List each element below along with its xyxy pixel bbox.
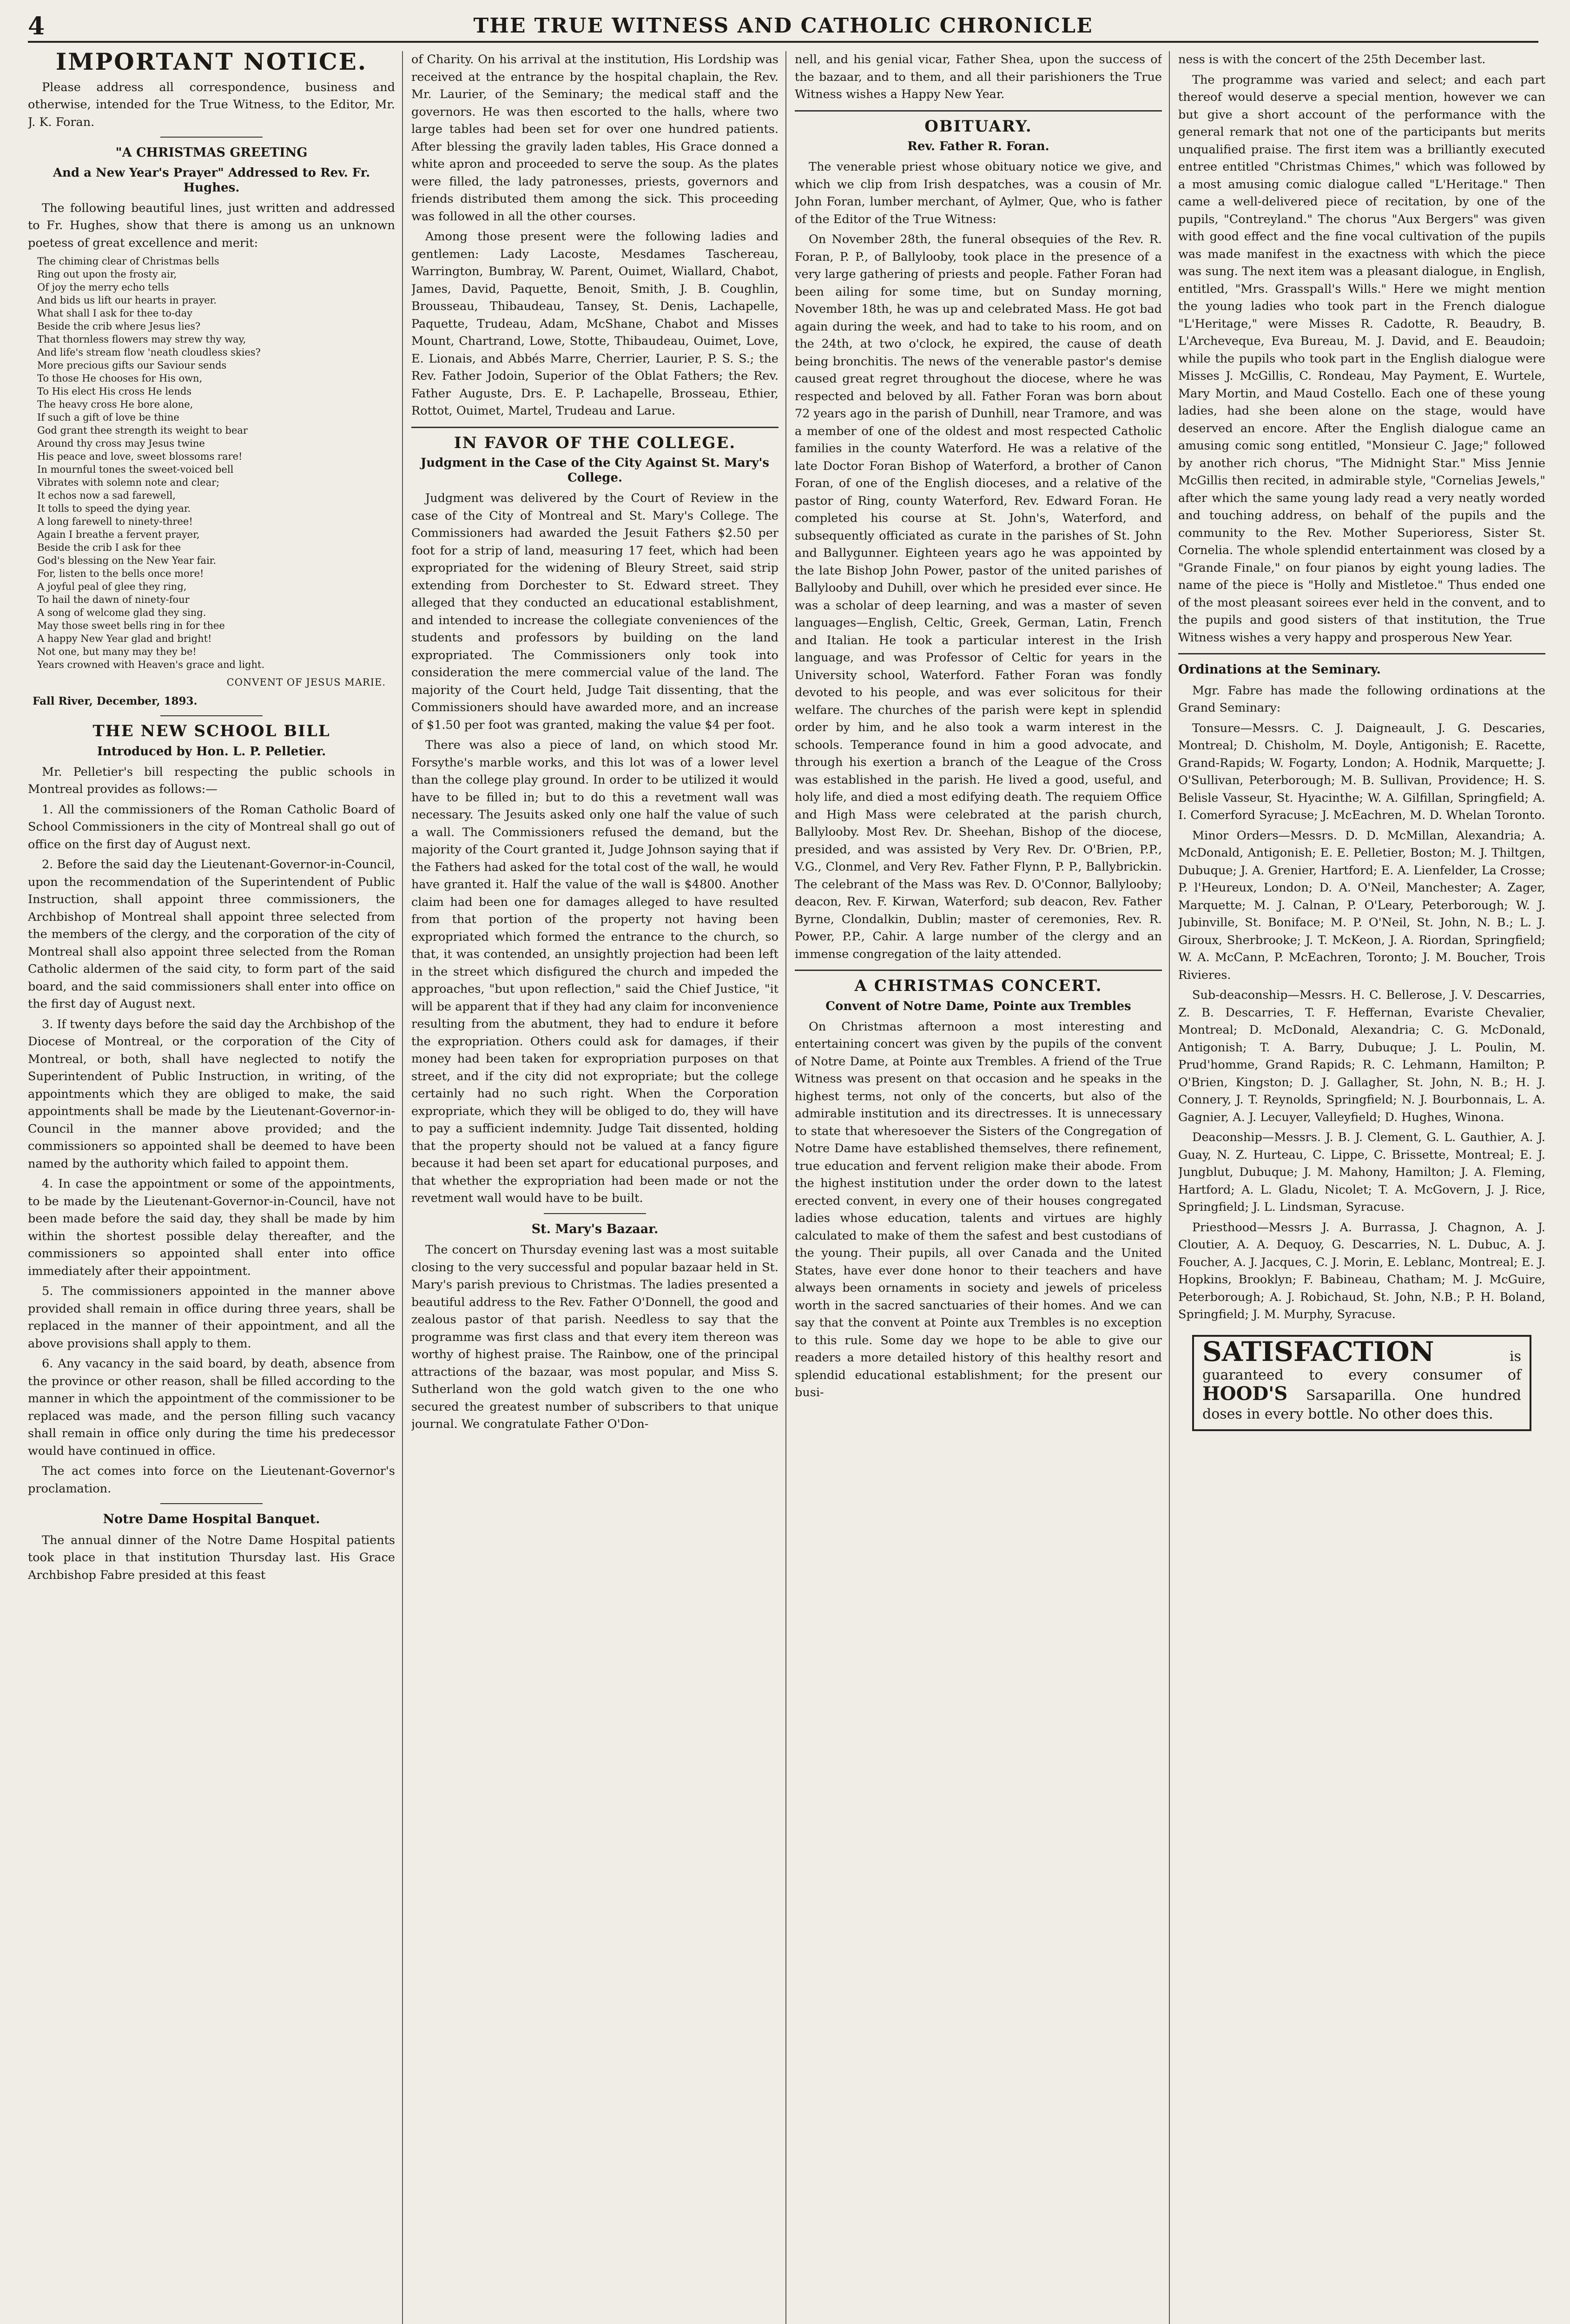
obituary-paragraph: On November 28th, the funeral obsequies of the Rev. R. Foran, P. P., of Ballylooby, took place in the presence of a very large gathering of priests and people. Father Foran had been ailing for some time, but on Sunday morning, November 18th, he was up and celebrated Mass. He got bad again during the week, and had to take to his room, and on the 24th, at two o'clock, he expired, the cause of death being bronchitis. The news of the venerable pastor's demise caused great regret throughout the diocese, where he was respected and beloved by all. Father Foran was born about 72 years ago in the parish of Dunhill, near Tramore, and was a member of one of the oldest and most respected Catholic families in the county Waterford. He was a relative of the late Doctor Foran Bishop of Waterford, a brother of Canon Foran, of one of the English dioceses, and a relative of the pastor of Ring, county Waterford, Rev. Edward Foran. He completed his course at St. John's, Waterford, and subsequently officiated as curate in the parishes of St. John and Ballygunner. Eighteen years ago he was appointed by the late Bishop John Power, pastor of the united parishes of Ballylooby and Duhill, over which he presided ever since. He was a scholar of deep learning, and was a master of seven languages—English, Celtic, Greek, German, Latin, French and Italian. He took a particular interest in the Irish language, and was Professor of Celtic for years in the University school, Waterford. Father Foran was fondly devoted to his people, and was ever solicitous for their welfare. The churches of the parish were kept in splendid order by him, and he also took a warm interest in the schools. Temperance found in him a good advocate, and through his exertion a branch of the League of the Cross was established in the parish. He lived a good, useful, and holy life, and died a most edifying death. The requiem Office and High Mass were celebrated at the parish church, Ballylooby. Most Rev. Dr. Sheehan, Bishop of the diocese, presided, and was assisted by Very Rev. Dr. O'Brien, P.P., V.G., Clonmel, and Very Rev. Father Flynn, P. P., Ballybrickin. The celebrant of the Mass was Rev. D. O'Connor, Ballylooby; deacon, Rev. F. Kirwan, Waterford; sub deacon, Rev. Father Byrne, Clondalkin, Dublin; master of ceremonies, Rev. R. Power, P.P., Cahir. A large number of the clergy and an immense congregation of the laity attended. xyxy=(795,232,1162,961)
bazaar-continued: nell, and his genial vicar, Father Shea, upon the success of the bazaar, and to them, and all their parishioners the True Witness wishes a Happy New Year. xyxy=(795,53,1162,101)
banquet-continued: Among those present were the following ladies and gentlemen: Lady Lacoste, Mesdames Taschereau, Warrington, Bumbray, W. Parent, Ouimet, Wiallard, Chabot, James, David, Paquette, Benoit, Smith, J. B. Coughlin, Brousseau, Thibaudeau, Tansey, St. Denis, Lachapelle, Paquette, Trudeau, Adam, McShane, Chabot and Misses Mount, Chartrand, Lowe, Stotte, Thibaudeau, Ouimet, Love, E. Lionais, and Abbés Marre, Cherrier, Laurier, P. S. S.; the Rev. Father Jodoin, Superior of the Oblat Fathers; the Rev. Father Auguste, Drs. E. P. Lachapelle, Brosseau, Ethier, Rottot, Ouimet, Martel, Trudeau and Larue. xyxy=(411,230,778,418)
ordinations-paragraph: Mgr. Fabre has made the following ordinations at the Grand Seminary: xyxy=(1178,683,1545,715)
bill-paragraph: 4. In case the appointment or some of the appointments, to be made by the Lieutenant-Governor-in-Council, have not been made before the said day, they shall be made by him within the shortest possible delay thereafter, and the commissioners so appointed shall enter into office immediately after their appointment. xyxy=(28,1177,395,1278)
column-rule xyxy=(402,51,403,2324)
column-4 xyxy=(1178,51,1545,2324)
obituary-subheading: Rev. Father R. Foran. xyxy=(907,139,1049,153)
banquet-text: The annual dinner of the Notre Dame Hospital patients took place in that institution Thursday last. His Grace Archbishop Fabre presided at this feast xyxy=(28,1533,395,1582)
concert-continued: ness is with the concert of the 25th December last. xyxy=(1178,53,1486,66)
column-rule xyxy=(1169,51,1170,2324)
bazaar-text: The concert on Thursday evening last was a most suitable closing to the very successful and popular bazaar held in St. Mary's parish previous to Christmas. The ladies presented a beautiful address to the Rev. Father O'Donnell, the good and zealous pastor of that parish. Needless to say that the programme was first class and that every item thereon was worthy of highest praise. The Rainbow, one of the principal attractions of the bazaar, was most popular, and Miss S. Sutherland won the gold watch given to the one who secured the greatest number of subscribers to that unique journal. We congratulate Father O'Don- xyxy=(411,1243,778,1431)
ad-text: is guaranteed to every consumer of xyxy=(1202,1348,1521,1383)
ordinations-paragraph: Minor Orders—Messrs. D. D. McMillan, Alexandria; A. McDonald, Antigonish; E. E. Pelletier, Boston; M. J. Thiltgen, Dubuque; J. A. Grenier, Hartford; E. A. Lienfelder, La Crosse; P. l'Heureux, London; D. A. O'Neil, Manchester; A. Zager, Marquette; M. J. Calnan, P. O'Leary, Peterborough; W. J. Jubinville, St. Boniface; M. P. O'Neil, St. John, N. B.; L. J. Giroux, Sherbrooke; J. T. McKeon, J. A. Riordan, Springfield; W. A. McCann, P. McEachren, Toronto; J. M. Boucher, Trois Rivieres. xyxy=(1178,828,1545,982)
banquet-continued: of Charity. On his arrival at the institution, His Lordship was received at the entrance by the hospital chaplain, the Rev. Mr. Laurier, of the Seminary; the medical staff and the governors. He was then escorted to the halls, where two large tables had been set for over one hundred patients. After blessing the gravily laden tables, His Grace donned a white apron and proceeded to serve the soup. As the plates were filled, the lady patronesses, priests, governors and friends distributed them among the sick. This proceeding was followed in all the other courses. xyxy=(411,53,778,224)
poem: The chiming clear of Christmas bells Ring out upon the frosty air, Of joy the merry echo tells And bids us lift our hearts in prayer. What shall I ask for thee to-day Beside the crib where Jesus lies? That thornless flowers may strew thy way, And life's stream flow 'neath cloudless skies? More precious gifts our Saviour sends To those He chooses for His own, To His elect His cross He lends The heavy cross He bore alone, If such a gift of love be thine God grant thee strength its weight to bear Around thy cross may Jesus twine His peace and love, sweet blossoms rare! In mournful tones the sweet-voiced bell Vibrates with solemn note and clear; It echos now a sad farewell, It tolls to speed the dying year. A long farewell to ninety-three! Again I breathe a fervent prayer, Beside the crib I ask for thee God's blessing on the New Year fair. For, listen to the bells once more! A joyful peal of glee they ring, To hail the dawn of ninety-four A song of welcome glad they sing. May those sweet bells ring in for thee A happy New Year glad and bright! Not one, but many may they be! Years crowned with Heaven's grace and light. xyxy=(37,256,265,670)
column-1 xyxy=(28,51,395,2324)
column-rule xyxy=(785,51,786,2324)
ad-text: Sarsaparilla. One hundred doses in every bottle. No other does this. xyxy=(1202,1387,1521,1422)
banquet-heading: Notre Dame Hospital Banquet. xyxy=(103,1512,320,1526)
bill-paragraph: 3. If twenty days before the said day the Archbishop of the Diocese of Montreal, or the corporation of the City of Montreal, or both, shall have neglected to notify the Superintendent of Public Instruction, in writing, of the appointments which they are obliged to make, the said appointments shall be made by the Lieutenant-Governor-in-Council in the manner above provided; and the commissioners so appointed shall be deemed to have been named by the authority which failed to appoint them. xyxy=(28,1017,395,1171)
bill-paragraph: 1. All the commissioners of the Roman Catholic Board of School Commissioners in the city of Montreal shall go out of office on the first day of August next. xyxy=(28,802,395,852)
college-heading: IN FAVOR OF THE COLLEGE. xyxy=(454,433,736,452)
greeting-subheading: And a New Year's Prayer" Addressed to Rev. Fr. Hughes. xyxy=(53,165,370,195)
ordinations-paragraph: Tonsure—Messrs. C. J. Daigneault, J. G. Descaries, Montreal; D. Chisholm, M. Doyle, Antigonish; E. Racette, Grand-Rapids; W. Fogarty, London; A. Hodnik, Marquette; J. O'Sullivan, Peterborough; M. B. Sullivan, Providence; H. S. Belisle Vasseur, St. Hyacinthe; W. A. Gilfillan, Springfield; A. I. Comerford Syracuse; J. McEachren, M. D. Whelan Toronto. xyxy=(1178,721,1545,822)
ad-brand: HOOD'S xyxy=(1202,1382,1288,1405)
bill-subheading: Introduced by Hon. L. P. Pelletier. xyxy=(97,744,326,759)
ordinations-paragraph: Sub-deaconship—Messrs. H. C. Bellerose, J. V. Descarries, Z. B. Descarries, T. F. Heffernan, Evariste Chevalier, Montreal; D. McDonald, Alexandria; C. G. McDonald, Antigonish; T. A. Barry, Dubuque; J. L. Poulin, M. Prud'homme, Grand Rapids; R. C. Lehmann, Hamilton; P. O'Brien, Kingston; D. J. Gallagher, St. John, N. B.; H. J. Connery, J. T. Reynolds, Springfield; N. J. Bourbonnais, L. A. Gagnier, A. J. Lecuyer, Valleyfield; D. Hughes, Winona. xyxy=(1178,988,1545,1124)
concert-continued: The programme was varied and select; and each part thereof would deserve a special mention, however we can but give a short account of the performance with the general remark that not one of the participants but merits unqualified praise. The first item was a brilliantly executed entree entitled "Christmas Chimes," which was followed by a most amusing comic dialogue called "L'Heritage." Then came a well-delivered piece of recitation, by one of the pupils, "Contreyland." The chorus "Aux Bergers" was given with good effect and the fine vocal cultivation of the pupils was made manifest in the exactness with which the piece was sung. The next item was a pleasant dialogue, in English, entitled, "Mrs. Grasspall's Wills." Here we might mention the young ladies who took part in the French dialogue "L'Heritage," were Misses R. Cadotte, R. Beaudry, B. L'Archeveque, Eva Bureau, M. J. David, and E. Beaudoin; while the pupils who took part in the English dialogue were Misses J. McGillis, C. Rondeau, May Payment, E. Wurtele, Mary Mortin, and Maud Costello. Each one of these young ladies, had she been alone on the stage, would have deserved an encore. After the English dialogue came an amusing comic song entitled, "Monsieur C. Jage;" followed by another rich chorus, "The Midnight Star." Miss Jennie McGillis then recited, in admirable style, "Cornelias Jewels," after which the same young lady read a very neatly worded and touching address, on behalf of the pupils and the community to the Rev. Mother Superioress, Sister St. Cornelia. The whole splendid entertainment was closed by a "Grande Finale," on four pianos by eight young ladies. The name of the piece is "Holly and Mistletoe." Thus ended one of the most pleasant soirees ever held in the convent, and to the pupils and good sisters of that institution, the True Witness wishes a very happy and prosperous New Year. xyxy=(1178,73,1545,645)
divider xyxy=(544,1213,646,1214)
column-3 xyxy=(795,51,1162,2324)
page-number: 4 xyxy=(28,12,46,40)
divider xyxy=(411,427,778,428)
masthead xyxy=(28,8,1538,43)
poem-signature: CONVENT OF JESUS MARIE. xyxy=(226,677,386,688)
ordinations-paragraph: Priesthood—Messrs J. A. Burrassa, J. Chagnon, A. J. Cloutier, A. A. Dequoy, G. Descarries, N. L. Dubuc, A. J. Foucher, A. J. Jacques, C. J. Morin, E. Leblanc, Montreal; E. J. Hopkins, Brooklyn; F. Babineau, Chatham; M. J. McGuire, Peterborough; A. J. Robichaud, St. John, N.B.; P. H. Boland, Springfield; J. M. Murphy, Syracuse. xyxy=(1178,1220,1545,1321)
divider xyxy=(160,715,263,716)
obituary-paragraph: The venerable priest whose obituary notice we give, and which we clip from Irish despatches, was a cousin of Mr. John Foran, lumber merchant, of Aylmer, Que, who is father of the Editor of the True Witness: xyxy=(795,160,1162,226)
ordinations-heading: Ordinations at the Seminary. xyxy=(1178,662,1381,677)
concert-text: On Christmas afternoon a most interesting and entertaining concert was given by the pupils of the convent of Notre Dame, at Pointe aux Trembles. A friend of the True Witness was present on that occasion and he speaks in the highest terms, not only of the concerts, but also of the admirable institution and its directresses. It is unnecessary to state that wheresoever the Sisters of the Congregation of Notre Dame have established themselves, there refinement, true education and fervent religion make their abode. From the highest institution under the order down to the latest erected convent, in every one of their houses congregated ladies whose education, talents and virtues are highly calculated to make of them the safest and best custodians of the young. Their pupils, all over Canada and the United States, have ever done honor to their teachers and have always been ornaments in society and jewels of priceless worth in the sacred sanctuaries of their homes. And we can say that the convent at Pointe aux Trembles is no exception to this rule. Some day we hope to be able to give our readers a more detailed history of this healthy resort and splendid educational establishment; for the present our busi- xyxy=(795,1019,1162,1400)
bill-heading: THE NEW SCHOOL BILL xyxy=(92,722,330,740)
bill-paragraph: The act comes into force on the Lieutenant-Governor's proclamation. xyxy=(28,1464,395,1496)
divider xyxy=(160,1503,263,1504)
newspaper-title: THE TRUE WITNESS AND CATHOLIC CHRONICLE xyxy=(473,14,1093,38)
college-paragraph: Judgment was delivered by the Court of Review in the case of the City of Montreal and St. Mary's College. The Commissioners had awarded the Jesuit Fathers $2.50 per foot for a strip of land, measuring 17 feet, which had been expropriated for the widening of Bleury Street, said strip extending from Dorchester to St. Edward street. They alleged that they conducted an educational establishment, and intended to increase the collegiate conveniences of the students and professors by building on the land expropriated. The Commissioners only took into consideration the mere commercial value of the land. The majority of the Court held, Judge Tait dissenting, that the Commissioners should have awarded more, and an increase of $1.50 per foot was granted, making the value $4 per foot. xyxy=(411,491,778,732)
hoods-advertisement xyxy=(1192,1335,1531,1431)
divider xyxy=(795,970,1162,971)
greeting-heading: "A CHRISTMAS GREETING xyxy=(115,145,308,160)
divider xyxy=(795,110,1162,112)
bill-paragraph: 6. Any vacancy in the said board, by death, absence from the province or other reason, shall be filled according to the manner in which the appointment of the commissioner to be replaced was made, and the person filling such vacancy shall remain in office only during the time his predecessor would have continued in office. xyxy=(28,1357,395,1458)
bill-paragraph: Mr. Pelletier's bill respecting the public schools in Montreal provides as follows:— xyxy=(28,765,395,796)
concert-subheading: Convent of Notre Dame, Pointe aux Trembles xyxy=(825,999,1131,1013)
ad-headline: SATISFACTION xyxy=(1202,1335,1434,1367)
greeting-intro: The following beautiful lines, just written and addressed to Fr. Hughes, show that there is among us an unknown poetess of great excellence and merit: xyxy=(28,201,395,250)
ordinations-paragraph: Deaconship—Messrs. J. B. J. Clement, G. L. Gauthier, A. J. Guay, N. Z. Hurteau, C. Lippe, C. Brissette, Montreal; E. J. Jungblut, Dubuque; J. M. Mahony, Hamilton; J. A. Fleming, Hartford; A. L. Gladu, Nicolet; T. A. McGovern, J. J. Rice, Springfield; J. L. Lindsman, Syracuse. xyxy=(1178,1130,1545,1214)
notice-text: Please address all correspondence, business and otherwise, intended for the True Witness, to the Editor, Mr. J. K. Foran. xyxy=(28,80,395,129)
column-2 xyxy=(411,51,778,2324)
bill-paragraph: 2. Before the said day the Lieutenant-Governor-in-Council, upon the recommendation of the Superintendent of Public Instruction, shall appoint three commissioners, the Archbishop of Montreal shall appoint three selected from the members of the clergy, and the corporation of the city of Montreal shall also appoint three selected from the Roman Catholic aldermen of the said city, to form part of the said board, and the said commissioners shall enter into office on the first day of August next. xyxy=(28,858,395,1011)
poem-place: Fall River, December, 1893. xyxy=(33,694,198,707)
college-paragraph: There was also a piece of land, on which stood Mr. Forsythe's marble works, and this lot was of a lower level than the college play ground. In order to be utilized it would have to be filled in; but to do this a revetment wall was necessary. The Jesuits asked only one half the value of such a wall. The Commissioners refused the demand, but the majority of the Court granted it, Judge Johnson saying that if the Fathers had asked for the total cost of the wall, he would have granted it. Half the value of the wall is $4800. Another claim had been one for damages alleged to have resulted from that portion of the property not having been expropriated which formed the entrance to the church, so that, it was contended, an unsightly projection had been left in the street which disfigured the church and impeded the approaches, "but upon reflection," said the Chief Justice, "it will be apparent that if they had any claim for inconvenience resulting from the abutment, they had to endure it before the expropriation. Others could ask for damages, if their money had been taken for expropriation purposes on that street, and if the city did not expropriate; but the college certainly had no such right. When the Corporation expropriate, which they will be obliged to do, they will have to pay a sufficient indemnity. Judge Tait dissented, holding that the property should not be valued at a fancy figure because it had been set apart for educational purposes, and that whether the expropriation had been made or not the revetment wall would have to be built. xyxy=(411,738,778,1205)
college-subheading: Judgment in the Case of the City Against St. Mary's College. xyxy=(420,456,770,485)
bill-paragraph: 5. The commissioners appointed in the manner above provided shall remain in office during three years, shall be replaced in the manner of their appointment, and all the above provisions shall apply to them. xyxy=(28,1284,395,1351)
divider xyxy=(1178,653,1545,654)
concert-heading: A CHRISTMAS CONCERT. xyxy=(854,977,1102,995)
notice-heading: IMPORTANT NOTICE. xyxy=(55,51,368,75)
bazaar-heading: St. Mary's Bazaar. xyxy=(531,1221,659,1236)
divider xyxy=(160,137,263,138)
obituary-heading: OBITUARY. xyxy=(924,117,1032,136)
